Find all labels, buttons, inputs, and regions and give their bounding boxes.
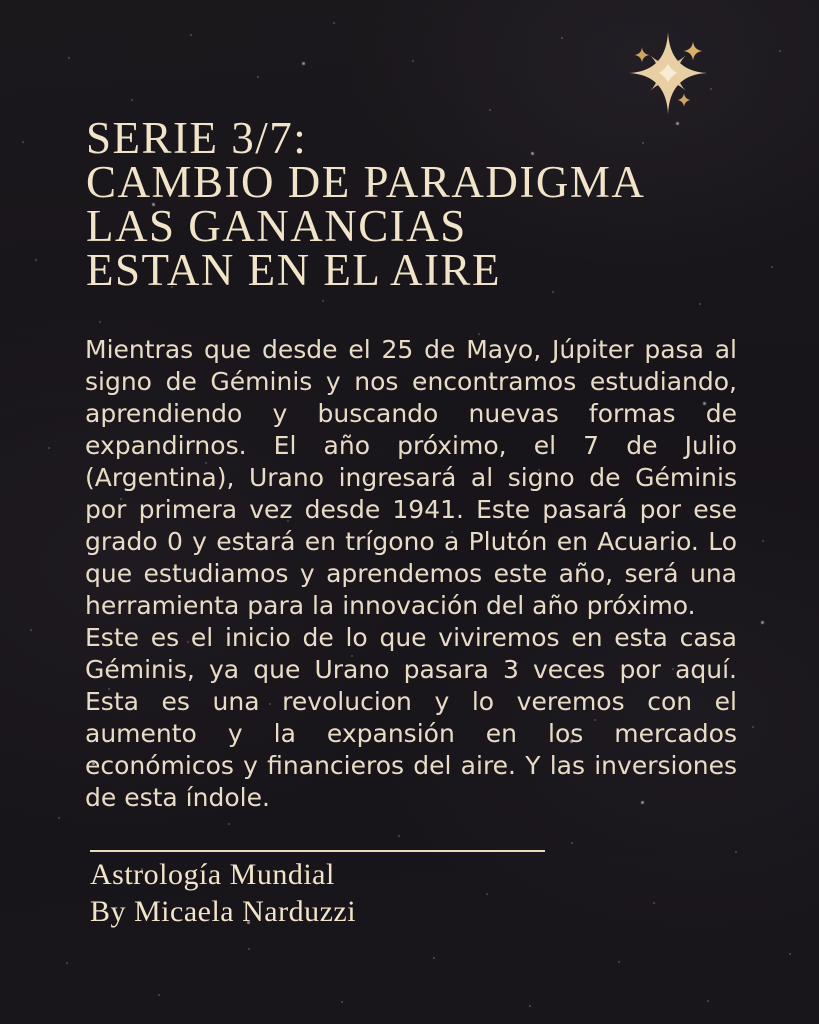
body-copy (85, 334, 737, 814)
sparkle-star-icon (613, 18, 723, 128)
starfield-bright-specks (0, 0, 3, 3)
title-line-aire: ESTAN EN EL AIRE (86, 245, 501, 295)
footer-divider (90, 850, 545, 852)
title-line-paradigma: CAMBIO DE PARADIGMA (86, 157, 646, 207)
page-title (86, 113, 646, 295)
body-paragraph-2: Este es el inicio de lo que viviremos en esta casa Géminis, ya que Urano pasara 3 veces por aquí. Esta es una revolucion y lo veremos con el aumento y la expansión en los mercados económicos y financieros del aire. Y las inversiones de esta índole. (85, 623, 737, 812)
author-byline: By Micaela Narduzzi (90, 895, 357, 928)
title-line-ganancias: LAS GANANCIAS (86, 201, 467, 251)
brand-name: Astrología Mundial (90, 858, 335, 891)
title-line-series: SERIE 3/7: (86, 113, 308, 163)
body-paragraph-1: Mientras que desde el 25 de Mayo, Júpiter pasa al signo de Géminis y nos encontramos estudiando, aprendiendo y buscando nuevas formas de expandirnos. El año próximo, el 7 de Julio (Argentina), Urano ingresará al signo de Géminis por primera vez desde 1941. Este pasará por ese grado 0 y estará en trígono a Plutón en Acuario. Lo que estudiamos y aprendemos este año, será una herramienta para la innovación del año próximo. (85, 335, 737, 620)
footer-credit (90, 856, 356, 930)
